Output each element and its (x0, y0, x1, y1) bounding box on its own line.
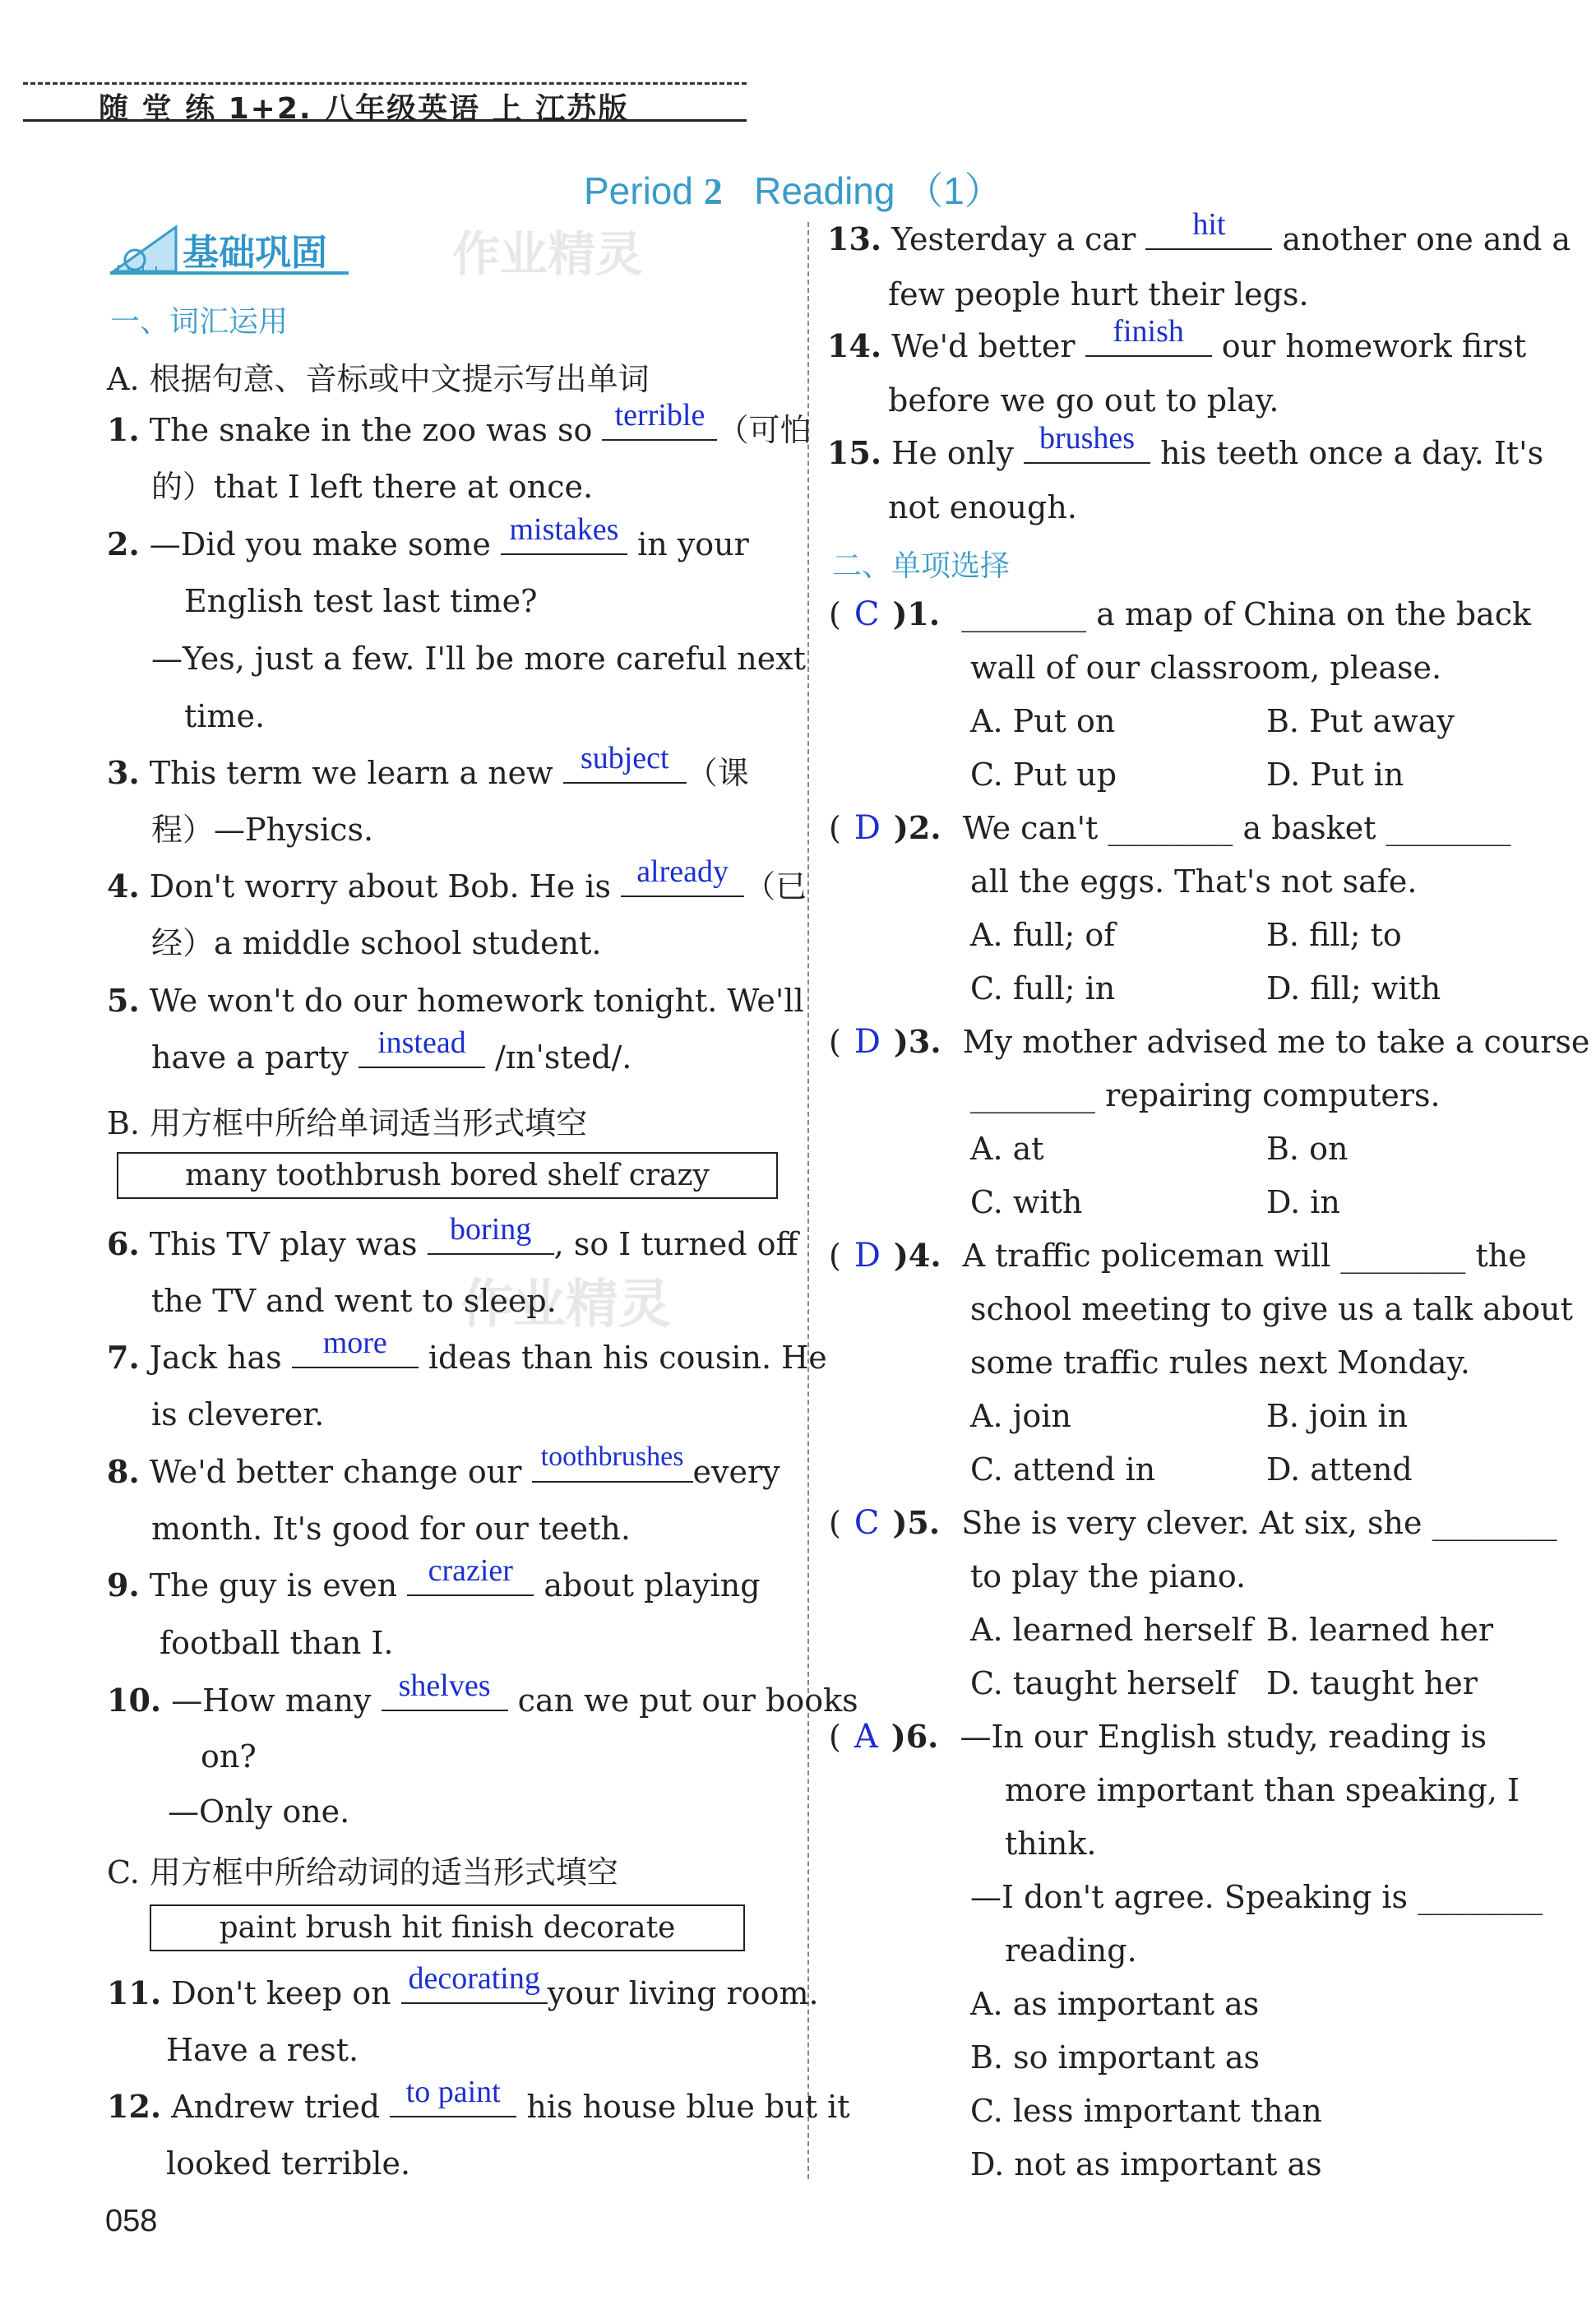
mcq-3-option-b[interactable]: B. on (1266, 1131, 1349, 1167)
mcq-1: ( C )1. ________ a map of China on the back (829, 595, 1532, 633)
answer-blank-6[interactable]: boring (428, 1229, 554, 1255)
part1-B-instruction: B. 用方框中所给单词适当形式填空 (107, 1105, 588, 1141)
mcq-2-option-d[interactable]: D. fill; with (1266, 970, 1441, 1007)
mcq-5-option-b[interactable]: B. learned her (1266, 1612, 1494, 1648)
mcq-5-line2: to play the piano. (970, 1558, 1247, 1594)
book-title: 随 堂 练 1+2. 八年级英语 上 江苏版 (99, 92, 630, 126)
question-1: 1. The snake in the zoo was so terrible （可怕 (107, 398, 812, 448)
answer-blank-12[interactable]: to paint (390, 2091, 516, 2117)
answer-blank-13[interactable]: hit (1145, 224, 1272, 250)
word-box-B: many toothbrush bored shelf crazy (117, 1152, 778, 1199)
header-dashed-rule (23, 82, 747, 85)
question-3: 3. This term we learn a new subject （课 (107, 741, 749, 791)
mcq-2-answer[interactable]: D (854, 809, 881, 847)
mcq-3-option-c[interactable]: C. with (970, 1184, 1083, 1220)
question-13-line2: few people hurt their legs. (888, 276, 1309, 312)
mcq-3: ( D )3. My mother advised me to take a course (829, 1023, 1590, 1061)
answer-blank-14[interactable]: finish (1085, 331, 1212, 357)
question-5: 5. We won't do our homework tonight. We'll (107, 982, 804, 1019)
mcq-1-option-a[interactable]: A. Put on (970, 703, 1116, 739)
question-11-line2: Have a rest. (166, 2032, 359, 2068)
mcq-6-option-a[interactable]: A. as important as (970, 1986, 1260, 2022)
answer-blank-11[interactable]: decorating (401, 1978, 548, 2004)
mcq-3-answer[interactable]: D (854, 1023, 881, 1061)
mcq-5-option-c[interactable]: C. taught herself (970, 1665, 1237, 1701)
answer-blank-7[interactable]: more (292, 1342, 419, 1368)
question-11: 11. Don't keep on decorating your living room. (107, 1961, 819, 2011)
question-12-line2: looked terrible. (166, 2145, 411, 2182)
mcq-6-option-c[interactable]: C. less important than (970, 2093, 1322, 2129)
part1-A-instruction: A. 根据句意、音标或中文提示写出单词 (107, 361, 650, 397)
title-period: Period (584, 169, 693, 212)
mcq-5-option-d[interactable]: D. taught her (1266, 1665, 1478, 1701)
mcq-4-option-b[interactable]: B. join in (1266, 1398, 1409, 1434)
header-rule (23, 119, 747, 122)
mcq-6-line4: —I don't agree. Speaking is ________ (970, 1879, 1543, 1915)
answer-blank-15[interactable]: brushes (1024, 437, 1150, 464)
watermark-center: 作业精灵 (460, 1275, 671, 1335)
mcq-1-answer[interactable]: C (854, 595, 880, 633)
mcq-6-option-b[interactable]: B. so important as (970, 2039, 1261, 2076)
question-4-line2: 经）a middle school student. (151, 925, 602, 961)
question-1-line2: 的）that I left there at once. (151, 469, 594, 505)
section-badge: 基础巩固 (183, 232, 327, 274)
title-period-no: 2 (703, 170, 723, 212)
mcq-4-option-d[interactable]: D. attend (1266, 1451, 1413, 1488)
answer-blank-3[interactable]: subject (563, 757, 687, 784)
mcq-4-line2: school meeting to give us a talk about (970, 1291, 1573, 1327)
question-14: 14. We'd better finish our homework first (827, 314, 1527, 364)
answer-blank-8[interactable]: toothbrushes (532, 1456, 693, 1483)
page-title (584, 161, 1002, 215)
mcq-4-option-c[interactable]: C. attend in (970, 1451, 1156, 1488)
answer-blank-5[interactable]: instead (359, 1042, 485, 1068)
mcq-5-answer[interactable]: C (854, 1504, 880, 1542)
question-2-line2: English test last time? (184, 583, 538, 619)
part1-heading: 一、词汇运用 (110, 305, 289, 339)
mcq-1-option-b[interactable]: B. Put away (1266, 703, 1455, 739)
question-5-line2: have a party instead /ɪnˈsted/. (151, 1025, 632, 1076)
question-15: 15. He only brushes his teeth once a day. It's (827, 421, 1544, 471)
mcq-2-option-c[interactable]: C. full; in (970, 970, 1116, 1007)
question-6: 6. This TV play was boring , so I turned off (107, 1212, 798, 1262)
watermark: 作业精灵 (452, 226, 644, 282)
question-6-line2: the TV and went to sleep. (151, 1283, 557, 1319)
mcq-6: ( A )6. —In our English study, reading is (829, 1718, 1487, 1756)
question-10-line2: on? (201, 1738, 257, 1775)
question-8: 8. We'd better change our toothbrushes every (107, 1442, 780, 1490)
question-14-line2: before we go out to play. (888, 382, 1279, 419)
mcq-6-line5: reading. (1005, 1932, 1137, 1969)
mcq-6-option-d[interactable]: D. not as important as (970, 2146, 1322, 2182)
question-9: 9. The guy is even crazier about playing (107, 1553, 761, 1604)
mcq-6-line3: think. (1005, 1826, 1097, 1862)
title-reading: Reading （1） (754, 169, 1002, 212)
mcq-4-answer[interactable]: D (854, 1237, 881, 1275)
question-9-line2: football than I. (160, 1625, 394, 1661)
mcq-6-answer[interactable]: A (854, 1718, 878, 1756)
page-number: 058 (105, 2204, 158, 2238)
mcq-3-option-d[interactable]: D. in (1266, 1184, 1340, 1220)
mcq-2-line2: all the eggs. That's not safe. (970, 863, 1418, 900)
mcq-1-option-c[interactable]: C. Put up (970, 757, 1117, 793)
word-box-C: paint brush hit finish decorate (150, 1904, 745, 1951)
question-4: 4. Don't worry about Bob. He is already （已 (107, 854, 807, 905)
question-7: 7. Jack has more ideas than his cousin. He (107, 1326, 827, 1376)
mcq-4-line3: some traffic rules next Monday. (970, 1344, 1470, 1381)
answer-blank-9[interactable]: crazier (407, 1570, 534, 1596)
mcq-2-option-a[interactable]: A. full; of (970, 917, 1116, 953)
question-2-line3: —Yes, just a few. I'll be more careful next (151, 641, 806, 677)
mcq-4: ( D )4. A traffic policeman will ________ the (829, 1237, 1527, 1275)
answer-blank-1[interactable]: terrible (602, 414, 717, 441)
question-10: 10. —How many shelves can we put our books (107, 1668, 858, 1719)
question-10-line3: —Only one. (168, 1793, 350, 1830)
part2-heading: 二、单项选择 (832, 549, 1011, 583)
mcq-6-line2: more important than speaking, I (1005, 1772, 1520, 1808)
question-15-line2: not enough. (888, 489, 1077, 525)
question-12: 12. Andrew tried to paint his house blue but it (107, 2075, 850, 2125)
mcq-5: ( C )5. She is very clever. At six, she ________ (829, 1504, 1557, 1542)
answer-blank-2[interactable]: mistakes (501, 529, 627, 555)
mcq-1-line2: wall of our classroom, please. (970, 650, 1442, 686)
question-8-line2: month. It's good for our teeth. (151, 1511, 631, 1547)
mcq-2: ( D )2. We can't ________ a basket ________ (829, 809, 1511, 847)
question-2: 2. —Did you make some mistakes in your (107, 512, 749, 562)
answer-blank-10[interactable]: shelves (382, 1685, 508, 1711)
mcq-3-line2: ________ repairing computers. (970, 1077, 1441, 1113)
mcq-5-option-a[interactable]: A. learned herself (970, 1612, 1253, 1648)
mcq-4-option-a[interactable]: A. join (970, 1398, 1071, 1434)
ruler-triangle-icon (110, 220, 184, 278)
answer-blank-4[interactable]: already (621, 871, 744, 897)
column-divider (807, 222, 809, 2179)
question-3-line2: 程）—Physics. (151, 812, 374, 848)
question-13: 13. Yesterday a car hit another one and a (827, 207, 1571, 257)
question-7-line2: is cleverer. (151, 1396, 325, 1432)
question-2-line4: time. (184, 698, 266, 734)
badge-underline (110, 271, 349, 275)
part1-C-instruction: C. 用方框中所给动词的适当形式填空 (107, 1854, 618, 1890)
mcq-3-option-a[interactable]: A. at (970, 1131, 1044, 1167)
mcq-2-option-b[interactable]: B. fill; to (1266, 917, 1402, 953)
mcq-1-option-d[interactable]: D. Put in (1266, 757, 1404, 793)
